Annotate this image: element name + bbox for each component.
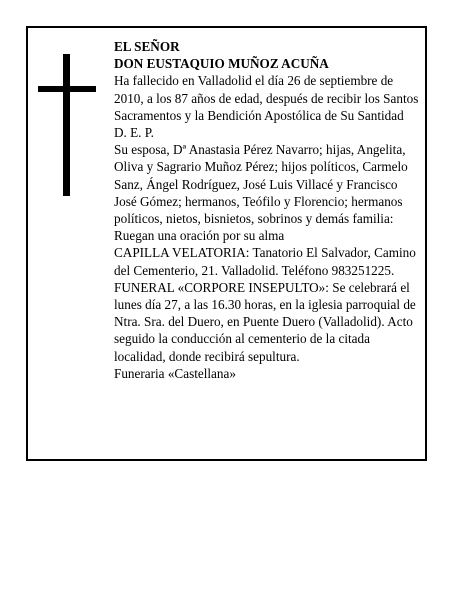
cross-icon (38, 54, 96, 196)
prayer-request: Ruegan una oración por su alma (114, 228, 285, 244)
rip-line: D. E. P. (114, 125, 154, 141)
funeral-home: Funeraria «Castellana» (114, 365, 236, 381)
chapel-info: CAPILLA VELATORIA: Tanatorio El Salvador, Camino del Cementerio, 21. Valladolid. Teléfono 983251225. (114, 245, 416, 278)
deceased-title: EL SEÑOR (114, 39, 180, 54)
family-list: Su esposa, Dª Anastasia Pérez Navarro; hijas, Angelita, Oliva y Sagrario Muñoz Pérez; hijos políticos, Carmelo Sanz, Ángel Rodríguez, José Luis Villacé y Francisco José Gómez; hermanos, Teófilo y Florencio; hermanos políticos, nietos, bisnietos, sobrinos y demás familia: (114, 142, 408, 227)
deceased-name: DON EUSTAQUIO MUÑOZ ACUÑA (114, 56, 329, 72)
death-announcement: Ha fallecido en Valladolid el día 26 de septiembre de 2010, a los 87 años de edad, después de recibir los Santos Sacramentos y la Bendición Apostólica de Su Santidad (114, 73, 419, 123)
funeral-info: FUNERAL «CORPORE INSEPULTO»: Se celebrará el lunes día 27, a las 16.30 horas, en la iglesia parroquial de Ntra. Sra. del Duero, en Puente Duero (Valladolid). Acto seguido la conducción al cementerio de la citada localidad, donde recibirá sepultura. (114, 279, 416, 364)
obituary-text (114, 38, 422, 382)
